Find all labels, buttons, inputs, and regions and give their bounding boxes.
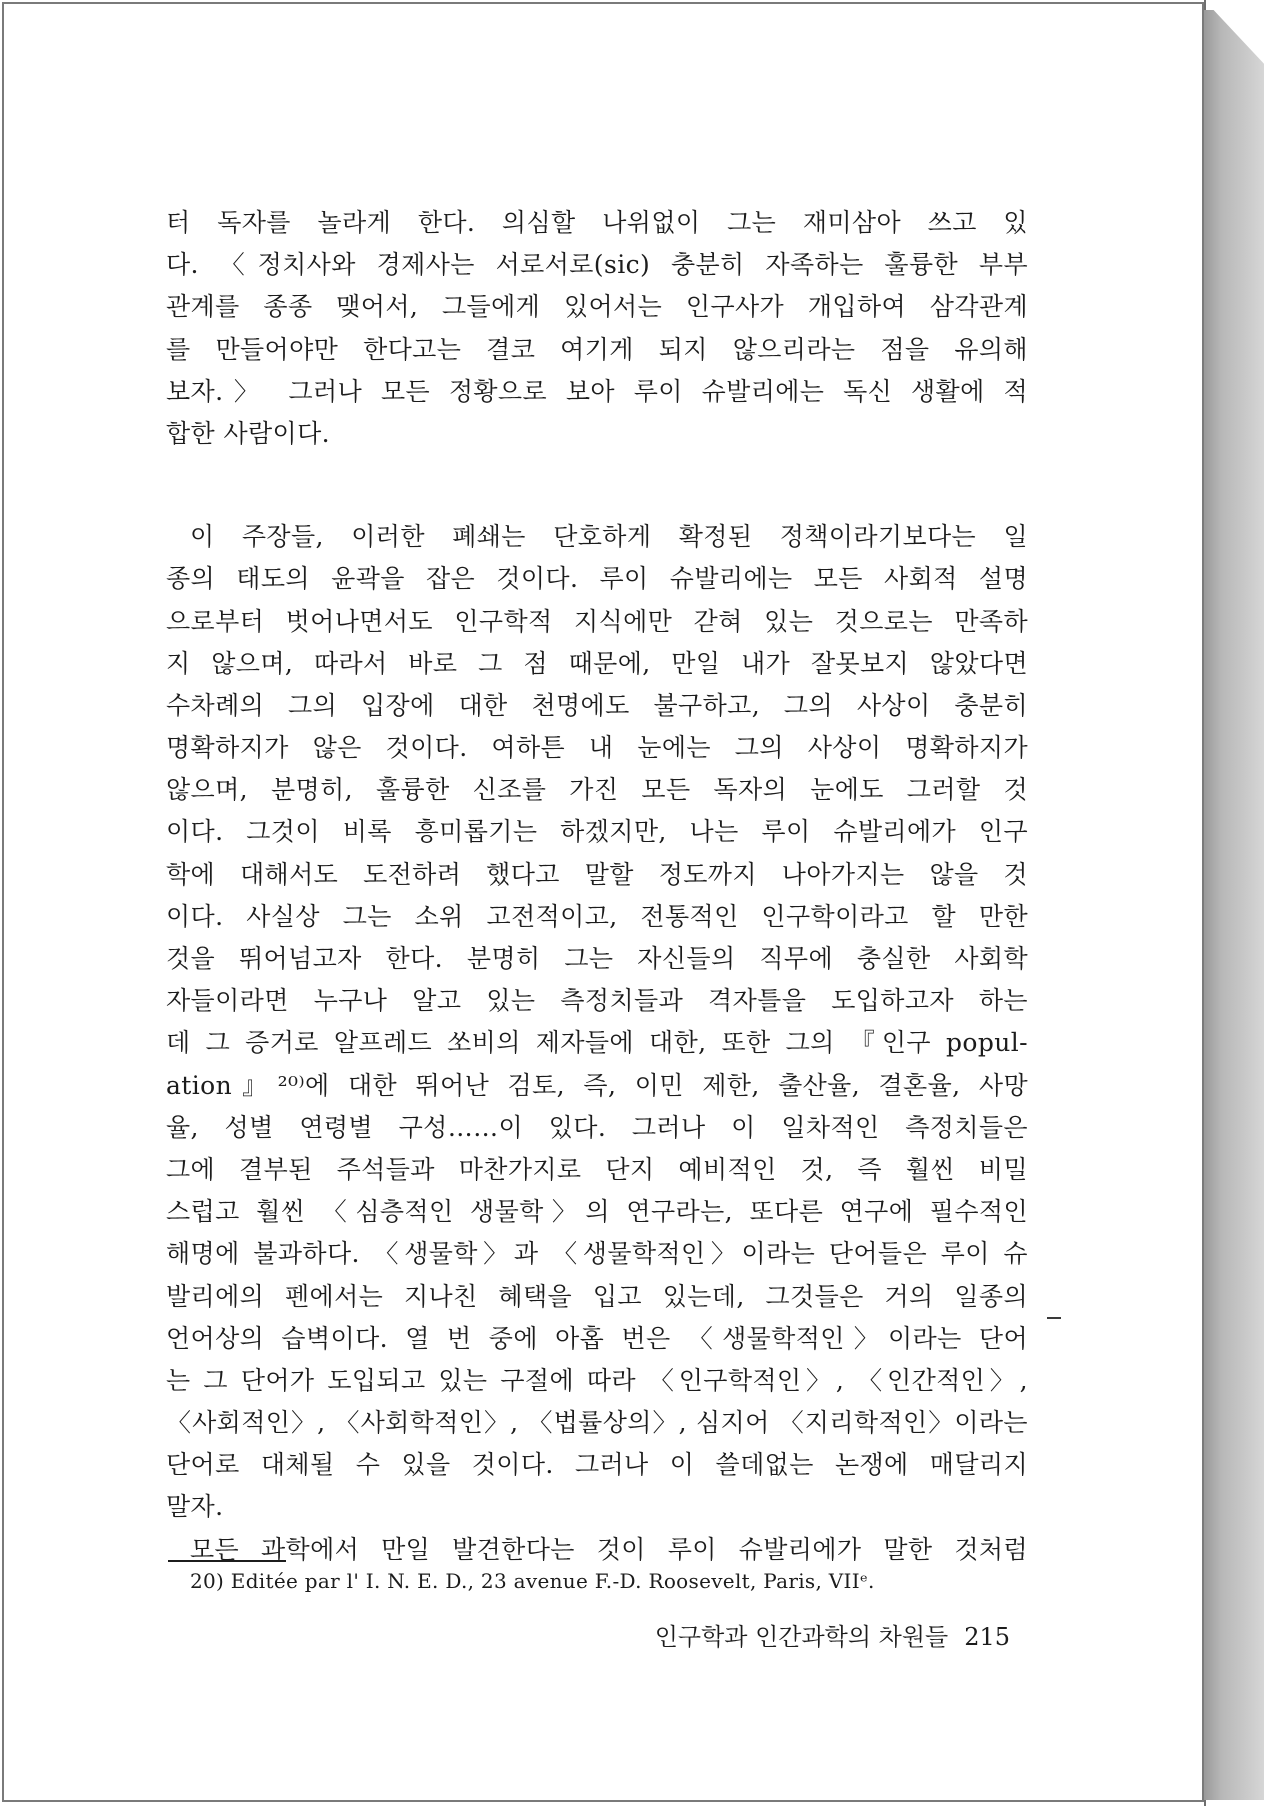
text-line: 는 그 단어가 도입되고 있는 구절에 따라 〈인구학적인〉, 〈인간적인〉, [166, 1365, 1028, 1395]
text-line: 종의 태도의 윤곽을 잡은 것이다. 루이 슈발리에는 모든 사회적 설명 [166, 564, 1028, 594]
text-line: 데 그 증거로 알프레드 쏘비의 제자들에 대한, 또한 그의 『인구 popul- [166, 1028, 1028, 1058]
text-line: 를 만들어야만 한다고는 결코 여기게 되지 않으리라는 점을 유의해 [166, 334, 1028, 364]
text-line: 그에 결부된 주석들과 마찬가지로 단지 예비적인 것, 즉 훨씬 비밀 [166, 1154, 1028, 1184]
paragraph-gap [166, 455, 1028, 516]
text-line: 터 독자를 놀라게 한다. 의심할 나위없이 그는 재미삼아 쓰고 있 [166, 208, 1028, 237]
text-line: 발리에의 펜에서는 지나친 혜택을 입고 있는데, 그것들은 거의 일종의 [166, 1281, 1028, 1311]
text-line: 합한 사람이다. [166, 418, 330, 448]
text-line: 않으며, 분명히, 훌륭한 신조를 가진 모든 독자의 눈에도 그러할 것 [166, 775, 1028, 805]
running-title: 인구학과 인간과학의 차원들 [654, 1623, 949, 1651]
text-line: 이다. 사실상 그는 소위 고전적이고, 전통적인 인구학이라고 할 만한 [166, 901, 1028, 931]
footnote-20: 20) Editée par l' I. N. E. D., 23 avenue F.-D. Roosevelt, Paris, VIIᵉ. [190, 1569, 875, 1593]
running-footer [600, 1617, 1010, 1657]
text-line: ation』²⁰⁾에 대한 뛰어난 검토, 즉, 이민 제한, 출산율, 결혼율, 사망 [166, 1070, 1028, 1100]
text-line: 지 않으며, 따라서 바로 그 점 때문에, 만일 내가 잘못보지 않았다면 [166, 648, 1028, 678]
text-line: 모든 과학에서 만일 발견한다는 것이 루이 슈발리에가 말한 것처럼 [190, 1534, 1028, 1564]
text-line: 보자.〉 그러나 모든 정황으로 보아 루이 슈발리에는 독신 생활에 적 [166, 376, 1028, 406]
text-line: 관계를 종종 맺어서, 그들에게 있어서는 인구사가 개입하여 삼각관계 [166, 292, 1028, 322]
text-line: 단어로 대체될 수 있을 것이다. 그러나 이 쓸데없는 논쟁에 매달리지 [166, 1450, 1028, 1480]
text-line: 해명에 불과하다. 〈생물학〉과 〈생물학적인〉이라는 단어들은 루이 슈 [166, 1239, 1028, 1269]
page-stack-edge [1204, 10, 1264, 1800]
text-line: 것을 뛰어넘고자 한다. 분명히 그는 자신들의 직무에 충실한 사회학 [166, 944, 1028, 973]
footnote-rule [168, 1560, 286, 1562]
text-line: 이 주장들, 이러한 폐쇄는 단호하게 확정된 정책이라기보다는 일 [190, 522, 1028, 552]
margin-dash-mark [1047, 1317, 1061, 1319]
text-line: 이다. 그것이 비록 흥미롭기는 하겠지만, 나는 루이 슈발리에가 인구 [166, 817, 1028, 847]
text-line: 언어상의 습벽이다. 열 번 중에 아홉 번은 〈생물학적인〉이라는 단어 [166, 1323, 1028, 1353]
text-line: 수차례의 그의 입장에 대한 천명에도 불구하고, 그의 사상이 충분히 [166, 690, 1028, 720]
page-body [166, 202, 1028, 1571]
text-line: 율, 성별 연령별 구성……이 있다. 그러나 이 일차적인 측정치들은 [166, 1112, 1028, 1142]
text-line: 말자. [166, 1492, 224, 1522]
text-line: 〈사회적인〉, 〈사회학적인〉, 〈법률상의〉, 심지어 〈지리학적인〉이라는 [166, 1408, 1028, 1438]
text-line: 자들이라면 누구나 알고 있는 측정치들과 격자틀을 도입하고자 하는 [166, 986, 1028, 1016]
text-line: 으로부터 벗어나면서도 인구학적 지식에만 갇혀 있는 것으로는 만족하 [166, 606, 1028, 636]
paragraph-2 [166, 516, 1028, 1529]
page-number: 215 [964, 1623, 1010, 1651]
paragraph-1 [166, 202, 1028, 455]
text-line: 다. 〈정치사와 경제사는 서로서로(sic) 충분히 자족하는 훌륭한 부부 [166, 250, 1028, 280]
text-line: 학에 대해서도 도전하려 했다고 말할 정도까지 나아가지는 않을 것 [166, 859, 1028, 889]
text-line: 명확하지가 않은 것이다. 여하튼 내 눈에는 그의 사상이 명확하지가 [166, 733, 1028, 763]
text-line: 스럽고 훨씬 〈심층적인 생물학〉의 연구라는, 또다른 연구에 필수적인 [166, 1197, 1028, 1227]
